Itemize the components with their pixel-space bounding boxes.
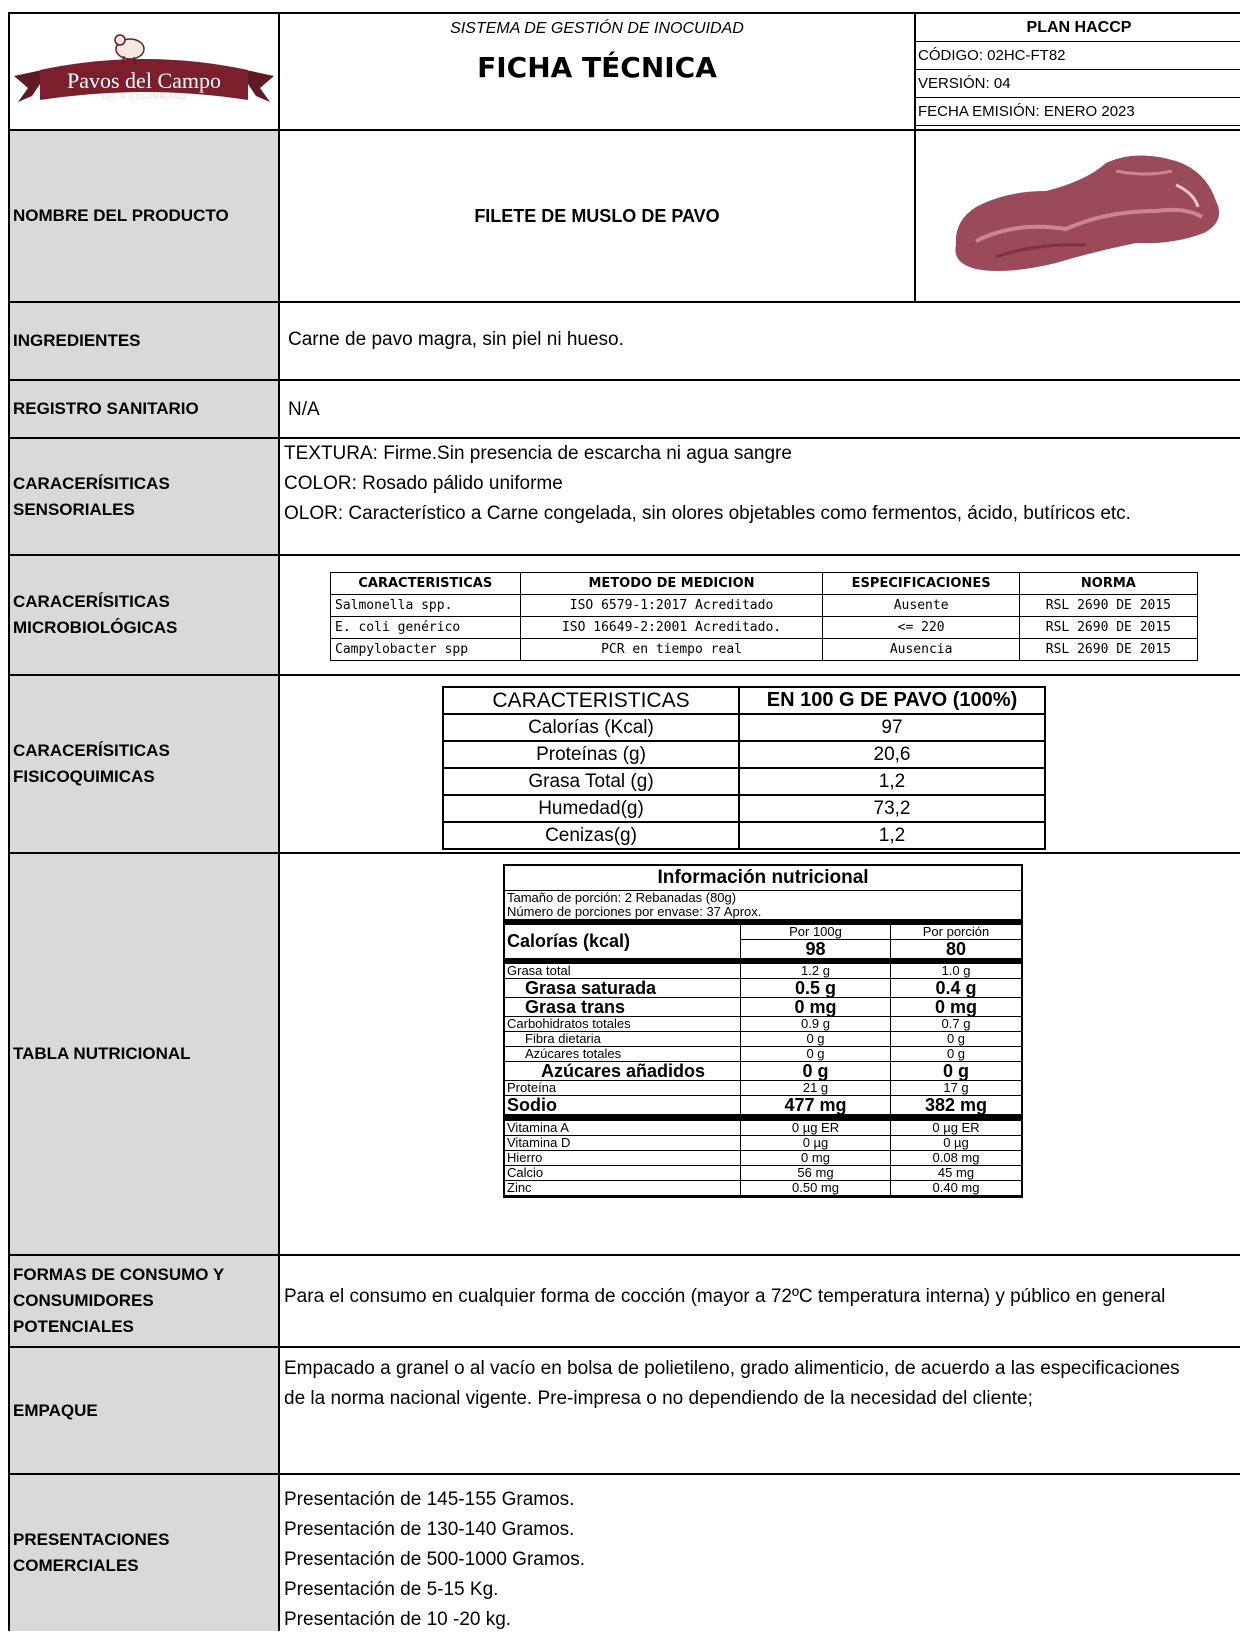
micro-header: NORMA [1019,573,1197,595]
calories-row [505,925,1021,964]
physchem-label-line: CARACERÍSITICAS [13,741,170,760]
product-label: NOMBRE DEL PRODUCTO [8,131,280,301]
table-row [443,768,1045,795]
presentations-label [8,1475,280,1631]
nutrient-value-portion: 0 mg [934,997,977,1017]
micro-cell-text: PCR en tiempo real [520,639,823,661]
nutrient-name: Grasa saturada [505,979,741,997]
vitamin-value-100g: 0 mg [741,1151,891,1165]
table-row [505,1017,1021,1032]
micro-cell-text: RSL 2690 DE 2015 [1019,595,1197,617]
table-row [505,979,1021,998]
presentations-label-line: PRESENTACIONES [13,1530,170,1549]
table-row [505,1181,1021,1196]
micro-cell-text: <= 220 [823,617,1019,639]
physchem-cell-text: Humedad(g) [443,795,739,822]
pavos-logo [10,14,278,127]
nutrient-name: Sodio [505,1096,741,1114]
table-row [331,639,1198,661]
nutrition-row [8,852,1240,1254]
nutrient-value-portion: 1.0 g [941,963,971,978]
logo-tagline: · 100 % COLOMBIANO · [95,94,193,101]
physchem-cell-text: 20,6 [739,741,1045,768]
consumption-label [8,1256,280,1346]
table-row [443,741,1045,768]
physchem-label-line: FISICOQUIMICAS [13,767,155,786]
header [8,12,1240,129]
nutrient-value-100g: 0.5 g [741,979,891,997]
nutrition-facts-table [503,864,1023,1198]
table-row [443,714,1045,741]
vitamin-value-portion: 0 µg ER [932,1120,980,1135]
nutrient-name: Grasa trans [505,998,741,1016]
table-row [331,595,1198,617]
vitamin-name: Hierro [505,1151,741,1165]
ingredients-label: INGREDIENTES [8,303,280,379]
physchem-cell-text: 1,2 [739,768,1045,795]
doc-code: CÓDIGO: 02HC-FT82 [916,42,1240,70]
consumption-label-line: CONSUMIDORES POTENCIALES [13,1291,154,1336]
calories-value-100: 98 [741,939,890,958]
physchem-row [8,674,1240,852]
nutrition-cell [280,854,1240,1254]
table-row [505,1136,1021,1151]
micro-cell-text: ISO 16649-2:2001 Acreditado. [520,617,823,639]
calories-per-100 [741,925,891,958]
table-row [505,1166,1021,1181]
serving-size: Tamaño de porción: 2 Rebanadas (80g) [507,890,737,905]
turkey-thigh-fillet-photo [936,141,1236,291]
product-name: FILETE DE MUSLO DE PAVO [280,131,916,301]
sensory-text [280,439,1240,554]
nutrient-name: Azúcares añadidos [505,1062,741,1080]
micro-header: METODO DE MEDICION [520,573,823,595]
physchem-cell-text: Proteínas (g) [443,741,739,768]
sensory-row [8,437,1240,554]
nutrient-name: Grasa total [505,964,741,978]
presentations-list [280,1475,1240,1631]
title-cell [280,14,916,129]
table-row [505,1032,1021,1047]
physchem-cell-text: 97 [739,714,1045,741]
registry-text: N/A [288,399,320,420]
consumption-label-line: FORMAS DE CONSUMO Y [13,1265,225,1284]
col-header-portion: Por porción [922,924,990,939]
presentations-label-line: COMERCIALES [13,1556,139,1575]
nutrition-title: Información nutricional [505,866,1021,891]
nutrient-value-portion: 0 g [942,1061,969,1081]
doc-version: VERSIÓN: 04 [916,70,1240,98]
micro-cell-text: RSL 2690 DE 2015 [1019,639,1197,661]
packaging-text [280,1348,1240,1473]
nutrition-label: TABLA NUTRICIONAL [8,854,280,1254]
presentations-row [8,1473,1240,1631]
vitamin-value-100g: 56 mg [741,1166,891,1180]
micro-cell-text: Campylobacter spp [331,639,521,661]
micro-label [8,556,280,674]
nutrient-name: Carbohidratos totales [505,1017,741,1031]
list-item: Presentación de 5-15 Kg. [284,1579,499,1600]
plan-cell [916,14,1240,129]
micro-label-line: CARACERÍSITICAS [13,592,170,611]
nutrient-value-100g: 0 g [741,1032,891,1046]
vitamin-value-100g: 0 µg [741,1136,891,1150]
nutrient-value-100g: 0 g [741,1062,891,1080]
table-row [505,1096,1021,1115]
vitamin-name: Calcio [505,1166,741,1180]
table-row [505,1121,1021,1136]
physchem-header: CARACTERISTICAS [443,687,739,714]
nutrient-value-portion: 0.4 g [935,978,977,998]
consumption-text: Para el consumo en cualquier forma de cocción (mayor a 72ºC temperatura interna) y público en general [284,1286,1166,1307]
list-item: Presentación de 500-1000 Gramos. [284,1549,586,1570]
logo-cell [8,14,280,129]
table-row [443,795,1045,822]
ingredients-row [8,301,1240,379]
nutrient-value-100g: 1.2 g [741,964,891,978]
physchem-cell-text: 1,2 [739,822,1045,849]
micro-cell-text: ISO 6579-1:2017 Acreditado [520,595,823,617]
micro-cell [280,556,1240,674]
nutrient-value-100g: 0 mg [741,998,891,1016]
nutrient-rows [505,964,1021,1115]
micro-label-line: MICROBIOLÓGICAS [13,618,178,637]
nutrient-value-100g: 0 g [741,1047,891,1061]
physchem-cell-text: 73,2 [739,795,1045,822]
system-name: SISTEMA DE GESTIÓN DE INOCUIDAD [450,20,744,37]
micro-table [330,572,1198,661]
sensory-line: OLOR: Característico a Carne congelada, sin olores objetables como fermentos, ácido, butíricos etc. [284,503,1131,524]
vitamin-value-portion: 0.40 mg [932,1180,980,1195]
table-row [505,1151,1021,1166]
document-title: FICHA TÉCNICA [477,51,717,84]
nutrient-value-100g: 477 mg [741,1096,891,1114]
vitamin-name: Zinc [505,1181,741,1195]
vitamin-value-100g: 0.50 mg [741,1181,891,1195]
sensory-line: TEXTURA: Firme.Sin presencia de escarcha ni agua sangre [284,443,792,464]
table-row [505,964,1021,979]
sensory-label: CARACERÍSITICAS SENSORIALES [8,439,280,554]
packaging-label: EMPAQUE [8,1348,280,1473]
issue-date: FECHA EMISIÓN: ENERO 2023 [916,98,1240,126]
physchem-cell-text: Cenizas(g) [443,822,739,849]
table-row [331,617,1198,639]
vitamin-value-portion: 0 µg [943,1135,969,1150]
micro-row [8,554,1240,674]
nutrient-name: Proteína [505,1081,741,1095]
servings-per-container: Número de porciones por envase: 37 Aprox. [505,905,1021,925]
vitamin-value-100g: 0 µg ER [741,1121,891,1135]
physchem-cell [280,676,1240,852]
sensory-line: COLOR: Rosado pálido uniforme [284,473,563,494]
ingredients-text: Carne de pavo magra, sin piel ni hueso. [288,329,624,350]
col-header-100g: Por 100g [789,924,842,939]
calories-value-portion: 80 [891,939,1021,958]
logo-brand: Pavos del Campo [67,68,221,93]
nutrient-name: Azúcares totales [505,1047,741,1061]
micro-cell-text: RSL 2690 DE 2015 [1019,617,1197,639]
vitamin-value-portion: 45 mg [937,1165,975,1180]
table-row [505,1047,1021,1062]
table-row [505,1081,1021,1096]
nutrient-value-portion: 382 mg [924,1095,988,1115]
nutrient-value-100g: 21 g [741,1081,891,1095]
nutrient-name: Fibra dietaria [505,1032,741,1046]
micro-header: CARACTERISTICAS [331,573,521,595]
packaging-line: de la norma nacional vigente. Pre-impresa o no dependiendo de la necesidad del cliente; [284,1388,1033,1409]
vitamin-value-portion: 0.08 mg [932,1150,980,1165]
list-item: Presentación de 130-140 Gramos. [284,1519,575,1540]
physchem-cell-text: Calorías (Kcal) [443,714,739,741]
product-photo-cell [916,131,1240,301]
physchem-cell-text: Grasa Total (g) [443,768,739,795]
registry-label: REGISTRO SANITARIO [8,381,280,437]
table-row [443,822,1045,849]
packaging-line: Empacado a granel o al vacío en bolsa de polietileno, grado alimenticio, de acuerdo a las especificaciones [284,1358,1180,1379]
nutrient-value-portion: 0 g [946,1031,966,1046]
product-row [8,129,1240,301]
list-item: Presentación de 145-155 Gramos. [284,1489,575,1510]
nutrient-value-portion: 0 g [946,1046,966,1061]
physchem-label [8,676,280,852]
vitamin-rows [505,1115,1021,1196]
technical-sheet [8,12,1240,1631]
micro-cell-text: Ausencia [823,639,1019,661]
nutrient-value-portion: 17 g [943,1080,969,1095]
registry-row [8,379,1240,437]
calories-label: Calorías (kcal) [505,925,741,958]
packaging-row [8,1346,1240,1473]
physchem-table [442,686,1046,850]
table-row [505,1062,1021,1081]
micro-cell-text: E. coli genérico [331,617,521,639]
micro-cell-text: Ausente [823,595,1019,617]
vitamin-name: Vitamina D [505,1136,741,1150]
nutrient-value-100g: 0.9 g [741,1017,891,1031]
consumption-row [8,1254,1240,1346]
vitamin-name: Vitamina A [505,1121,741,1135]
nutrient-value-portion: 0.7 g [941,1016,971,1031]
micro-cell-text: Salmonella spp. [331,595,521,617]
micro-header: ESPECIFICACIONES [823,573,1019,595]
calories-per-portion [891,925,1021,958]
list-item: Presentación de 10 -20 kg. [284,1609,512,1630]
table-row [505,998,1021,1017]
plan-title: PLAN HACCP [916,14,1240,42]
physchem-header: EN 100 G DE PAVO (100%) [739,687,1045,714]
